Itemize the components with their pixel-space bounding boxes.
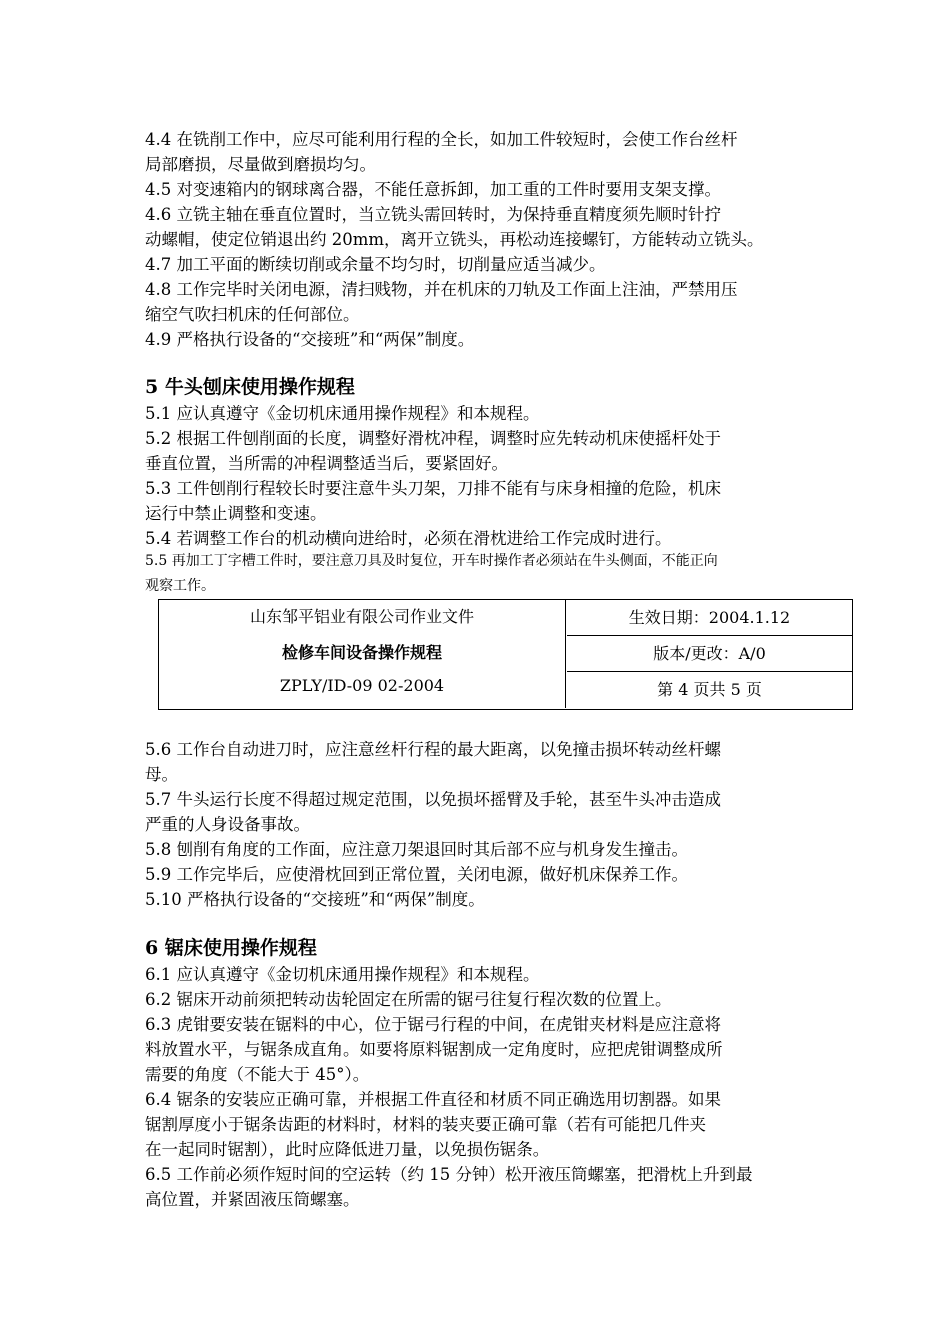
company-name: 山东邹平铝业有限公司作业文件 [249,607,474,626]
paragraph-5-8: 5.8 刨削有角度的工作面，应注意刀架退回时其后部不应与机身发生撞击。 [145,840,688,859]
paragraph-4-5: 4.5 对变速箱内的钢球离合器，不能任意拆卸，加工重的工件时要用支架支撑。 [145,180,721,199]
paragraph-5-10: 5.10 严格执行设备的“交接班”和“两保”制度。 [145,890,485,909]
page-number-info: 第 4 页共 5 页 [657,680,762,699]
document-code: ZPLY/ID-09 02-2004 [279,676,445,695]
paragraph-6-4: 6.4 锯条的安装应正确可靠，并根据工件直径和材质不同正确选用切割器。如果 锯割厚度小于锯条齿距的材料时，材料的装夹要正确可靠（若有可能把几件夹 在一起同时锯割），此时应降低进刀量，以免损伤锯条。 [145,1090,721,1159]
effective-date: 生效日期：2004.1.12 [567,600,852,636]
paragraph-4-8: 4.8 工作完毕时关闭电源，清扫贱物，并在机床的刀轨及工作面上注油，严禁用压 缩空气吹扫机床的任何部位。 [145,280,738,324]
paragraph-6-5: 6.5 工作前必须作短时间的空运转（约 15 分钟）松开液压筒螺塞，把滑枕上升到最 高位置，并紧固液压筒螺塞。 [145,1165,753,1209]
section-5-heading: 5 牛头刨床使用操作规程 [145,376,355,398]
header-left-cell [159,600,566,708]
paragraph-4-4: 4.4 在铣削工作中，应尽可能利用行程的全长，如加工件较短时，会使工作台丝杆 局部磨损，尽量做到磨损均匀。 [145,130,738,174]
document-title: 检修车间设备操作规程 [281,643,442,662]
paragraph-5-7: 5.7 牛头运行长度不得超过规定范围，以免损坏摇臂及手轮，甚至牛头冲击造成 严重的人身设备事故。 [145,790,721,834]
paragraph-6-2: 6.2 锯床开动前须把转动齿轮固定在所需的锯弓往复行程次数的位置上。 [145,990,672,1009]
document-header-table [158,599,853,710]
paragraph-5-1: 5.1 应认真遵守《金切机床通用操作规程》和本规程。 [145,404,540,423]
paragraph-5-6: 5.6 工作台自动进刀时，应注意丝杆行程的最大距离，以免撞击损坏转动丝杆螺 母。 [145,740,721,784]
paragraph-5-9: 5.9 工作完毕后，应使滑枕回到正常位置，关闭电源，做好机床保养工作。 [145,865,688,884]
paragraph-4-7: 4.7 加工平面的断续切削或余量不均匀时，切削量应适当减少。 [145,255,606,274]
paragraph-5-5: 5.5 再加工丁字槽工件时，要注意刀具及时复位，开车时操作者必须站在牛头侧面，不能正向 观察工作。 [145,553,718,594]
paragraph-4-9: 4.9 严格执行设备的“交接班”和“两保”制度。 [145,330,475,349]
section-6-heading: 6 锯床使用操作规程 [145,937,317,959]
paragraph-5-3: 5.3 工件刨削行程较长时要注意牛头刀架，刀排不能有与床身相撞的危险，机床 运行中禁止调整和变速。 [145,479,721,523]
paragraph-5-2: 5.2 根据工件刨削面的长度，调整好滑枕冲程，调整时应先转动机床使摇杆处于 垂直位置，当所需的冲程调整适当后，要紧固好。 [145,429,721,473]
paragraph-4-6: 4.6 立铣主轴在垂直位置时，当立铣头需回转时，为保持垂直精度须先顺时针拧 动螺帽，使定位销退出约 20mm，离开立铣头，再松动连接螺钉，方能转动立铣头。 [145,205,764,249]
version-info: 版本/更改：A/0 [567,636,852,672]
paragraph-6-3: 6.3 虎钳要安装在锯料的中心，位于锯弓行程的中间，在虎钳夹材料是应注意将 料放置水平，与锯条成直角。如要将原料锯割成一定角度时，应把虎钳调整成所 需要的角度（不能大于 45°）。 [145,1015,723,1084]
paragraph-5-4: 5.4 若调整工作台的机动横向进给时，必须在滑枕进给工作完成时进行。 [145,529,672,548]
paragraph-6-1: 6.1 应认真遵守《金切机床通用操作规程》和本规程。 [145,965,540,984]
